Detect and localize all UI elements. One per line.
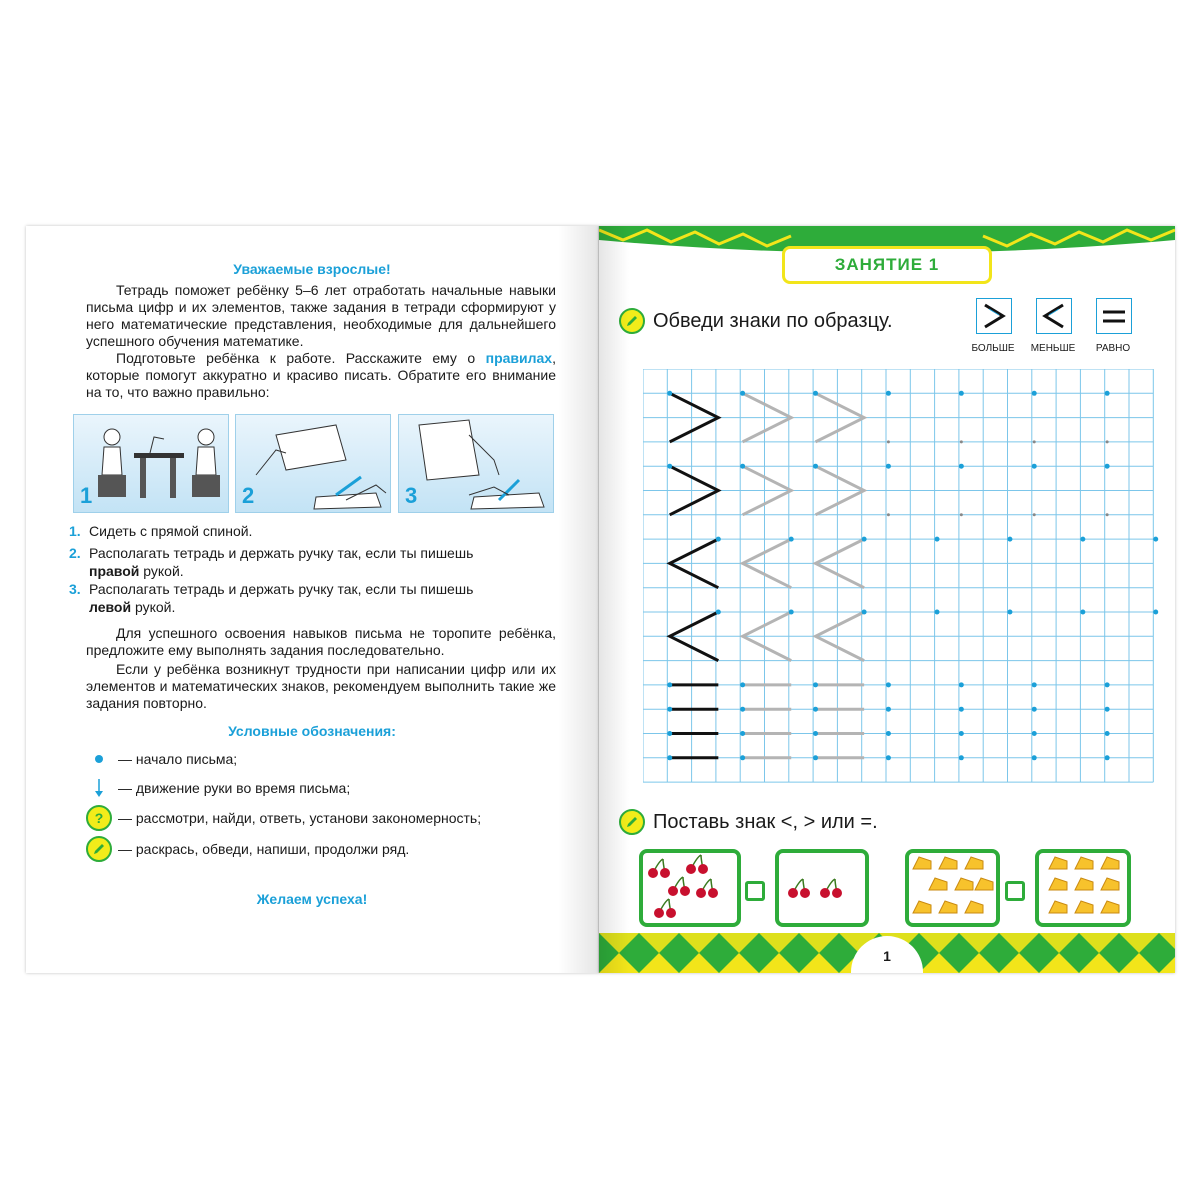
panel-number-2: 2 bbox=[242, 483, 255, 508]
start-dot bbox=[1080, 537, 1085, 542]
advice-paragraph-2 bbox=[86, 661, 556, 712]
start-dot bbox=[1032, 391, 1037, 396]
start-dot bbox=[813, 755, 818, 760]
start-dot bbox=[667, 391, 672, 396]
start-dot bbox=[813, 464, 818, 469]
dot-icon bbox=[86, 746, 112, 772]
panel-number-1: 1 bbox=[80, 483, 93, 508]
sample-greater bbox=[976, 298, 1012, 334]
start-dot bbox=[813, 731, 818, 736]
start-dot bbox=[740, 464, 745, 469]
start-dot bbox=[959, 755, 964, 760]
right-hand-writing-illustration bbox=[236, 415, 390, 512]
start-dot bbox=[862, 610, 867, 615]
intro-text: Тетрадь поможет ребёнку 5–6 лет отработать начальные навыки письма цифр и их элементов, также задания в тетради сформируют у него математические представления, необходимые для дальнейшего успешного обучения математике. bbox=[86, 282, 556, 349]
start-dot bbox=[1105, 755, 1110, 760]
label-equal: РАВНО bbox=[1095, 343, 1131, 354]
start-dot bbox=[1032, 464, 1037, 469]
rule-number: 1. bbox=[69, 523, 81, 539]
page-number: 1 bbox=[851, 936, 923, 973]
rule-1 bbox=[69, 522, 559, 540]
start-dot bbox=[1105, 391, 1110, 396]
prepare-text-end: , которые помогут аккуратно и красиво писать. Обратите его внимание на то, что важно правильно: bbox=[86, 350, 556, 400]
start-dot bbox=[1105, 707, 1110, 712]
pencil-icon bbox=[619, 809, 645, 835]
start-dot bbox=[959, 682, 964, 687]
question-symbol: ? bbox=[86, 805, 112, 831]
start-dot bbox=[667, 707, 672, 712]
start-dot bbox=[1080, 610, 1085, 615]
legend-text: — начало письма; bbox=[118, 751, 238, 767]
left-hand-writing-illustration bbox=[399, 415, 553, 512]
task-compare-text: Поставь знак <, > или =. bbox=[653, 810, 878, 833]
prepare-text-start: Подготовьте ребёнка к работе. Расскажите ему о bbox=[116, 350, 476, 366]
legend-item-pencil bbox=[86, 836, 409, 862]
start-dot bbox=[959, 707, 964, 712]
start-dot bbox=[1007, 537, 1012, 542]
start-dot bbox=[740, 755, 745, 760]
intro-paragraph bbox=[86, 282, 556, 350]
start-dot bbox=[667, 464, 672, 469]
rule-text-end: рукой. bbox=[134, 599, 176, 615]
start-dot bbox=[959, 391, 964, 396]
legend-item-movement bbox=[86, 775, 350, 801]
start-dot bbox=[1105, 464, 1110, 469]
start-dot bbox=[1105, 731, 1110, 736]
advice-paragraph-1 bbox=[86, 625, 556, 659]
tracing-grid bbox=[643, 369, 1173, 789]
start-dot bbox=[716, 537, 721, 542]
task-trace-signs bbox=[619, 308, 893, 334]
closing-wish: Желаем успеха! bbox=[256, 891, 368, 907]
prepare-paragraph bbox=[86, 350, 556, 401]
cheese-group-right bbox=[1035, 849, 1131, 927]
start-dot bbox=[813, 707, 818, 712]
question-icon bbox=[86, 805, 112, 831]
legend-text: — рассмотри, найди, ответь, установи закономерность; bbox=[118, 810, 482, 826]
start-dot bbox=[740, 682, 745, 687]
compare-answer-box-2[interactable] bbox=[1005, 881, 1025, 901]
cherries-group-right bbox=[775, 849, 869, 927]
start-dot bbox=[935, 610, 940, 615]
left-page bbox=[26, 226, 599, 973]
start-dot bbox=[1153, 610, 1158, 615]
legend-text: — раскрась, обведи, напиши, продолжи ряд. bbox=[118, 841, 410, 857]
start-dot bbox=[935, 537, 940, 542]
rule-text-end: рукой. bbox=[143, 563, 184, 579]
rule-number: 3. bbox=[69, 581, 81, 597]
start-dot bbox=[886, 391, 891, 396]
start-dot bbox=[959, 731, 964, 736]
pencil-icon bbox=[619, 308, 645, 334]
rule-number: 2. bbox=[69, 545, 81, 561]
sample-equal bbox=[1096, 298, 1132, 334]
start-dot bbox=[1032, 755, 1037, 760]
start-dot bbox=[813, 391, 818, 396]
right-page bbox=[599, 226, 1175, 973]
children-at-desk-illustration bbox=[74, 415, 228, 512]
start-dot bbox=[1032, 682, 1037, 687]
start-dot bbox=[740, 707, 745, 712]
pencil-icon bbox=[86, 836, 112, 862]
illustration-sitting bbox=[73, 414, 229, 513]
start-dot bbox=[862, 537, 867, 542]
rules-highlight: правилах bbox=[485, 350, 553, 366]
start-dot bbox=[667, 755, 672, 760]
start-dot bbox=[667, 731, 672, 736]
compare-answer-box-1[interactable] bbox=[745, 881, 765, 901]
advice-text-1: Для успешного освоения навыков письма не торопите ребёнка, предложите ему выполнять задания последовательно. bbox=[86, 625, 556, 658]
start-dot bbox=[959, 464, 964, 469]
start-dot bbox=[789, 537, 794, 542]
rule-text: Располагать тетрадь и держать ручку так, если ты пишешь bbox=[89, 581, 474, 597]
start-dot bbox=[789, 610, 794, 615]
rule-text: Сидеть с прямой спиной. bbox=[89, 523, 253, 539]
start-dot bbox=[1032, 707, 1037, 712]
task-compare bbox=[619, 809, 878, 835]
start-dot bbox=[813, 682, 818, 687]
legend-item-start bbox=[86, 746, 237, 772]
start-dot bbox=[886, 755, 891, 760]
legend-text: — движение руки во время письма; bbox=[118, 780, 351, 796]
rule-bold-word: левой bbox=[89, 599, 132, 615]
advice-text-2: Если у ребёнка возникнут трудности при написании цифр или их элементов и математических знаков, рекомендуем выполнить такие же задания повторно. bbox=[86, 661, 556, 711]
rule-text: Располагать тетрадь и держать ручку так, если ты пишешь bbox=[89, 545, 474, 561]
rule-3 bbox=[69, 580, 559, 616]
start-dot bbox=[1153, 537, 1158, 542]
legend-item-question bbox=[86, 805, 481, 831]
illustration-left-hand bbox=[398, 414, 554, 513]
start-dot bbox=[1032, 731, 1037, 736]
arrow-down-icon bbox=[86, 775, 112, 801]
label-less: МЕНЬШЕ bbox=[1030, 343, 1076, 354]
task-trace-text: Обведи знаки по образцу. bbox=[653, 309, 893, 332]
rule-2 bbox=[69, 544, 559, 580]
start-dot bbox=[716, 610, 721, 615]
start-dot bbox=[1007, 610, 1012, 615]
start-dot bbox=[886, 682, 891, 687]
start-dot bbox=[886, 464, 891, 469]
greeting-heading: Уважаемые взрослые! bbox=[233, 261, 391, 277]
start-dot bbox=[740, 731, 745, 736]
cheese-group-left bbox=[905, 849, 1000, 927]
start-dot bbox=[1105, 682, 1110, 687]
rule-bold-word: правой bbox=[89, 563, 140, 579]
start-dot bbox=[886, 731, 891, 736]
legend-heading: Условные обозначения: bbox=[228, 723, 396, 739]
start-dot bbox=[886, 707, 891, 712]
label-greater: БОЛЬШЕ bbox=[971, 343, 1015, 354]
lesson-title: ЗАНЯТИЕ 1 bbox=[782, 246, 992, 284]
illustration-right-hand bbox=[235, 414, 391, 513]
start-dot bbox=[740, 391, 745, 396]
panel-number-3: 3 bbox=[405, 483, 418, 508]
start-dot bbox=[667, 682, 672, 687]
cherries-group-left bbox=[639, 849, 741, 927]
sample-less bbox=[1036, 298, 1072, 334]
